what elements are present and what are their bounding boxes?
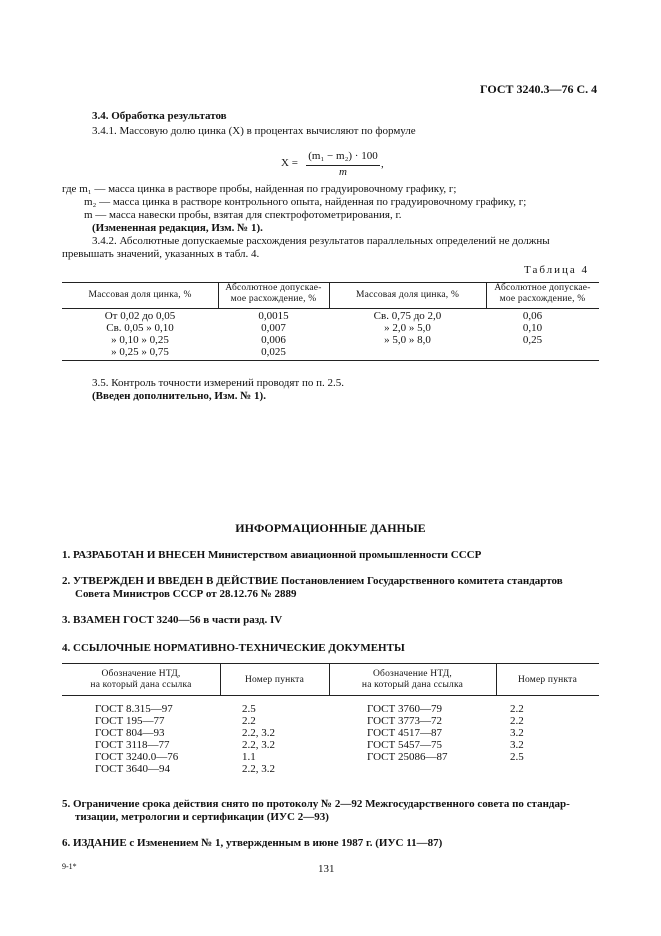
table-cell: 2.2, 3.2 bbox=[242, 727, 275, 739]
info-item-4: 4. ССЫЛОЧНЫЕ НОРМАТИВНО-ТЕХНИЧЕСКИЕ ДОКУМЕНТЫ bbox=[62, 642, 405, 654]
table-cell: Св. 0,05 » 0,10 bbox=[106, 322, 174, 334]
table-cell: ГОСТ 5457—75 bbox=[367, 739, 442, 751]
info-item-1: 1. РАЗРАБОТАН И ВНЕСЕН Министерством авиационной промышленности СССР bbox=[62, 549, 482, 561]
table-cell: 1.1 bbox=[242, 751, 256, 763]
info-item-2a: 2. УТВЕРЖДЕН И ВВЕДЕН В ДЕЙСТВИЕ Постановлением Государственного комитета стандартов bbox=[62, 575, 563, 587]
ref-header-item-right: Номер пункта bbox=[517, 675, 578, 685]
table-cell: 0,006 bbox=[261, 334, 286, 346]
footer-mark: 9-1* bbox=[62, 862, 77, 871]
info-item-5b: тизации, метрологии и сертификации (ИУС 2—93) bbox=[75, 811, 329, 823]
right-ranges bbox=[329, 310, 486, 346]
table-cell: 2.2 bbox=[510, 715, 524, 727]
table-cell: » 0,25 » 0,75 bbox=[111, 346, 169, 358]
paragraph-341: 3.4.1. Массовую долю цинка (X) в процентах вычисляют по формуле bbox=[92, 125, 416, 137]
col-header-tol-right-2: мое расхождение, % bbox=[499, 294, 586, 304]
table-cell: » 2,0 » 5,0 bbox=[384, 322, 431, 334]
where-line-1: где m₁ — масса цинка в растворе пробы, найденная по градуировочному графику, г; bbox=[62, 183, 457, 195]
table-cell: ГОСТ 3240.0—76 bbox=[95, 751, 179, 763]
table-cell: » 0,10 » 0,25 bbox=[111, 334, 169, 346]
table-cell: 2.2, 3.2 bbox=[242, 763, 275, 775]
col-header-tol-right-1: Абсолютное допускае- bbox=[494, 283, 591, 293]
info-item-2b: Совета Министров СССР от 28.12.76 № 2889 bbox=[75, 588, 297, 600]
table-cell: 2.5 bbox=[242, 703, 256, 715]
table-cell: 0,007 bbox=[261, 322, 286, 334]
table-cell: 3.2 bbox=[510, 727, 524, 739]
table-caption: Таблица 4 bbox=[524, 264, 590, 276]
ref-header-doc-left-1: Обозначение НТД, bbox=[101, 669, 181, 679]
table-cell: ГОСТ 195—77 bbox=[95, 715, 165, 727]
paragraph-35-note: (Введен дополнительно, Изм. № 1). bbox=[92, 390, 266, 402]
table-cell: ГОСТ 8.315—97 bbox=[95, 703, 173, 715]
where-line-3: m — масса навески пробы, взятая для спектрофотометрирования, г. bbox=[84, 209, 402, 221]
ref-left-docs bbox=[95, 703, 178, 775]
left-ranges bbox=[62, 310, 218, 358]
formula-tail: , bbox=[381, 158, 384, 170]
col-header-tol-left-2: мое расхождение, % bbox=[230, 294, 317, 304]
col-header-mass-left: Массовая доля цинка, % bbox=[88, 290, 192, 300]
table-cell: ГОСТ 804—93 bbox=[95, 727, 165, 739]
table-cell: 2.5 bbox=[510, 751, 524, 763]
formula-lhs: X = bbox=[281, 157, 298, 169]
info-item-3: 3. ВЗАМЕН ГОСТ 3240—56 в части разд. IV bbox=[62, 614, 283, 626]
table-cell: » 5,0 » 8,0 bbox=[384, 334, 431, 346]
table-cell: 0,0015 bbox=[258, 310, 289, 322]
table-cell: ГОСТ 3773—72 bbox=[367, 715, 442, 727]
table-cell: ГОСТ 3640—94 bbox=[95, 763, 170, 775]
info-item-6: 6. ИЗДАНИЕ с Изменением № 1, утвержденным в июне 1987 г. (ИУС 11—87) bbox=[62, 837, 443, 849]
paragraph-342-line2: превышать значений, указанных в табл. 4. bbox=[62, 248, 260, 260]
table-cell: 0,025 bbox=[261, 346, 286, 358]
ref-header-doc-right-2: на который дана ссылка bbox=[361, 680, 464, 690]
ref-header-doc-left-2: на который дана ссылка bbox=[90, 680, 192, 690]
table-cell: 3.2 bbox=[510, 739, 524, 751]
ref-header-item-left: Номер пункта bbox=[244, 675, 305, 685]
amendment-note: (Измененная редакция, Изм. № 1). bbox=[92, 222, 263, 234]
where-line-2: m₂ — масса цинка в растворе контрольного опыта, найденная по градуировочному графику, г; bbox=[84, 196, 527, 208]
table-cell: ГОСТ 25086—87 bbox=[367, 751, 448, 763]
formula-denominator: m bbox=[339, 166, 347, 178]
paragraph-35: 3.5. Контроль точности измерений проводят по п. 2.5. bbox=[92, 377, 345, 389]
page-number: 131 bbox=[318, 863, 335, 875]
paragraph-342-line1: 3.4.2. Абсолютные допускаемые расхождения результатов параллельных определений не должны bbox=[92, 235, 550, 247]
col-header-mass-right: Массовая доля цинка, % bbox=[355, 290, 460, 300]
table-cell: 2.2 bbox=[242, 715, 256, 727]
table-cell: ГОСТ 4517—87 bbox=[367, 727, 442, 739]
ref-right-docs bbox=[367, 703, 447, 763]
section-title: 3.4. Обработка результатов bbox=[92, 110, 227, 122]
table-cell: 2.2, 3.2 bbox=[242, 739, 275, 751]
left-values bbox=[218, 310, 329, 358]
info-item-5a: 5. Ограничение срока действия снято по протоколу № 2—92 Межгосударственного совета по стандар- bbox=[62, 798, 570, 810]
table-cell: От 0,02 до 0,05 bbox=[104, 310, 176, 322]
table-cell: 0,25 bbox=[522, 334, 543, 346]
formula-numerator: (m₁ − m₂) · 100 bbox=[308, 150, 378, 162]
info-title: ИНФОРМАЦИОННЫЕ ДАННЫЕ bbox=[235, 521, 426, 535]
ref-left-items bbox=[242, 703, 275, 775]
ref-right-items bbox=[510, 703, 524, 763]
table-cell: ГОСТ 3118—77 bbox=[95, 739, 170, 751]
ref-header-doc-right-1: Обозначение НТД, bbox=[373, 669, 452, 679]
table-cell: 0,10 bbox=[522, 322, 543, 334]
right-values bbox=[486, 310, 579, 346]
page-header: ГОСТ 3240.3—76 С. 4 bbox=[480, 82, 598, 96]
table-cell: Св. 0,75 до 2,0 bbox=[373, 310, 442, 322]
table-cell: 0,06 bbox=[522, 310, 543, 322]
table-cell: 2.2 bbox=[510, 703, 524, 715]
col-header-tol-left-1: Абсолютное допускае- bbox=[225, 283, 322, 293]
table-cell: ГОСТ 3760—79 bbox=[367, 703, 442, 715]
